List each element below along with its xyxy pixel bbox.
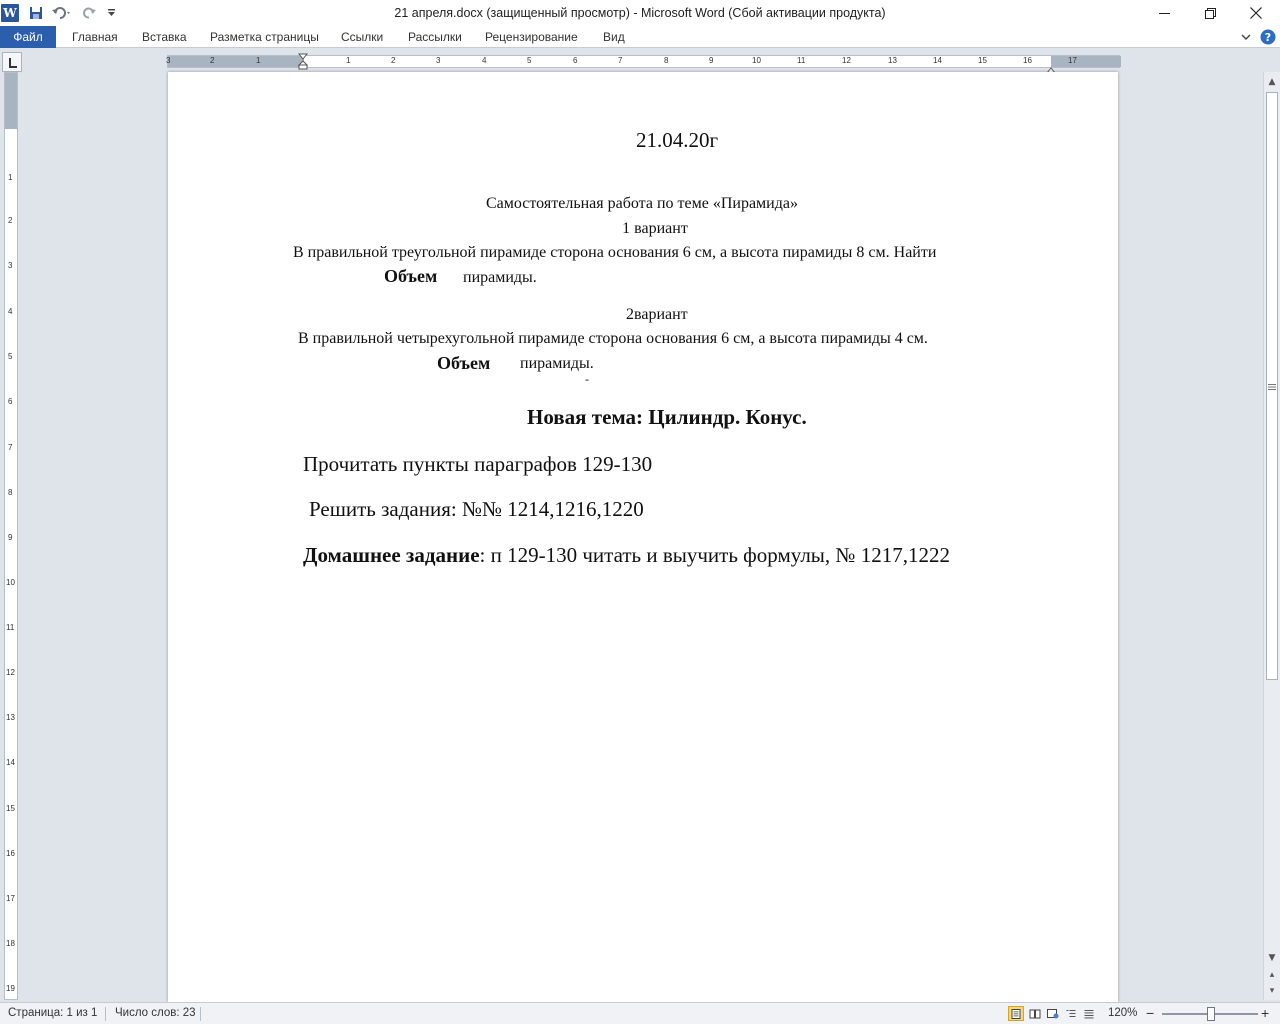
ruler-tick: 14 — [6, 758, 15, 767]
doc-solve-task: Решить задания: №№ 1214,1216,1220 — [309, 497, 644, 521]
scroll-down-arrow-icon[interactable]: ▼ — [1268, 953, 1276, 963]
ruler-tick: 13 — [888, 56, 897, 65]
ruler-tick: 11 — [6, 623, 15, 632]
ruler-tick: 7 — [618, 56, 623, 65]
word-app-icon[interactable]: W — [1, 4, 19, 22]
tab-mailings[interactable]: Рассылки — [408, 30, 462, 44]
scroll-up-arrow-icon[interactable]: ▲ — [1268, 77, 1276, 87]
ruler-tick: 5 — [8, 352, 13, 361]
undo-icon[interactable] — [48, 3, 76, 23]
ruler-tick: 6 — [573, 56, 578, 65]
ruler-tick: 2 — [391, 56, 396, 65]
ruler-tick: 14 — [933, 56, 942, 65]
doc-variant1-label: 1 вариант — [622, 220, 688, 237]
ruler-tick: 9 — [709, 56, 714, 65]
web-layout-icon[interactable] — [1045, 1006, 1061, 1021]
tab-page-layout[interactable]: Разметка страницы — [210, 30, 319, 44]
ruler-tick: 17 — [6, 894, 15, 903]
minimize-button[interactable] — [1141, 0, 1187, 26]
ruler-tick: 2 — [210, 56, 215, 65]
ribbon-tabs — [0, 26, 1280, 48]
doc-variant2-word: Объем — [437, 353, 491, 373]
tab-insert[interactable]: Вставка — [142, 30, 187, 44]
doc-date: 21.04.20г — [635, 128, 719, 152]
ruler-tick: 12 — [6, 668, 15, 677]
ruler-tick: 18 — [6, 939, 15, 948]
zoom-out-button[interactable]: − — [1146, 1005, 1155, 1021]
doc-homework — [303, 543, 950, 568]
status-bar — [0, 1002, 1280, 1024]
title-bar — [0, 0, 1280, 26]
tab-references[interactable]: Ссылки — [341, 30, 384, 44]
doc-variant2-tail: пирамиды. — [520, 355, 594, 372]
scroll-thumb[interactable] — [1266, 92, 1278, 680]
ruler-tick: 17 — [1068, 56, 1077, 65]
tab-review[interactable]: Рецензирование — [485, 30, 578, 44]
ruler-tick: 8 — [664, 56, 669, 65]
ruler-tick: 4 — [482, 56, 487, 65]
ruler-tick: 10 — [752, 56, 761, 65]
help-icon[interactable] — [1259, 29, 1277, 45]
ruler-tick: 2 — [8, 216, 13, 225]
ruler-tick: 7 — [8, 443, 13, 452]
document-page[interactable] — [168, 72, 1118, 1002]
redo-icon[interactable] — [80, 3, 100, 23]
svg-text:?: ? — [1264, 31, 1272, 44]
doc-variant2-label: 2вариант — [626, 306, 688, 323]
doc-variant1-word: Объем — [384, 266, 438, 286]
ruler-tick: 10 — [6, 578, 15, 587]
ruler-tick: 9 — [8, 533, 13, 542]
ruler-tick: 5 — [527, 56, 532, 65]
save-icon[interactable] — [26, 3, 46, 23]
tab-view[interactable]: Вид — [603, 30, 625, 44]
ruler-tick: 1 — [256, 56, 261, 65]
tab-file[interactable]: Файл — [0, 26, 56, 48]
ruler-tick: 8 — [8, 488, 13, 497]
ruler-tick: 3 — [8, 261, 13, 270]
status-separator — [200, 1007, 201, 1021]
ruler-tick: 15 — [978, 56, 987, 65]
indent-markers[interactable] — [298, 53, 308, 71]
ruler-tick: 19 — [6, 984, 15, 993]
doc-variant1-tail: пирамиды. — [463, 269, 537, 286]
ruler-right-margin — [1051, 56, 1121, 67]
ruler-tick: 12 — [842, 56, 851, 65]
tab-home[interactable]: Главная — [72, 30, 118, 44]
ruler-tick: 4 — [8, 307, 13, 316]
previous-page-icon[interactable]: ▴ — [1269, 970, 1275, 980]
doc-variant2-text: В правильной четырехугольной пирамиде сторона основания 6 см, а высота пирамиды 4 см. — [298, 330, 928, 347]
doc-dash: - — [585, 372, 589, 386]
ruler-left-margin — [168, 56, 304, 67]
ruler-tick: 16 — [6, 849, 15, 858]
ruler-tick: 3 — [166, 56, 171, 65]
outline-view-icon[interactable] — [1063, 1006, 1079, 1021]
print-layout-view-icon[interactable] — [1008, 1006, 1024, 1021]
draft-view-icon[interactable] — [1081, 1006, 1097, 1021]
zoom-level[interactable]: 120% — [1108, 1007, 1138, 1019]
doc-variant1-text: В правильной треугольной пирамиде сторона основания 6 см, а высота пирамиды 8 см. Найти — [293, 244, 937, 261]
restore-button[interactable] — [1187, 0, 1233, 26]
zoom-in-button[interactable]: + — [1261, 1005, 1270, 1021]
full-screen-reading-icon[interactable] — [1027, 1006, 1043, 1021]
vertical-ruler[interactable] — [4, 72, 18, 1000]
ruler-tick: 16 — [1023, 56, 1032, 65]
right-indent-marker[interactable] — [1046, 60, 1056, 70]
doc-homework-label: Домашнее задание — [303, 543, 480, 567]
ruler-top-margin — [5, 73, 17, 129]
ruler-tick: 1 — [8, 173, 13, 182]
collapse-ribbon-icon[interactable] — [1239, 29, 1253, 45]
word-count[interactable]: Число слов: 23 — [115, 1007, 196, 1019]
tab-stop-selector[interactable] — [2, 52, 22, 72]
zoom-slider-thumb[interactable] — [1207, 1007, 1215, 1021]
page-counter[interactable]: Страница: 1 из 1 — [8, 1007, 98, 1019]
horizontal-ruler[interactable] — [167, 55, 1120, 68]
doc-new-topic: Новая тема: Цилиндр. Конус. — [527, 405, 807, 429]
ruler-tick: 13 — [6, 713, 15, 722]
next-page-icon[interactable]: ▾ — [1269, 986, 1275, 996]
customize-quick-access-icon[interactable] — [104, 3, 118, 23]
ruler-tick: 1 — [346, 56, 351, 65]
ruler-tick: 6 — [8, 397, 13, 406]
doc-work-title: Самостоятельная работа по теме «Пирамида» — [486, 195, 798, 212]
status-separator — [105, 1007, 106, 1021]
vertical-scrollbar[interactable] — [1263, 72, 1280, 1000]
ruler-tick: 3 — [436, 56, 441, 65]
doc-homework-text: : п 129-130 читать и выучить формулы, № 1217,1222 — [479, 543, 950, 567]
window-title: 21 апреля.docx (защищенный просмотр) - Microsoft Word (Сбой активации продукта) — [394, 6, 886, 20]
doc-read-task: Прочитать пункты параграфов 129-130 — [303, 452, 653, 476]
ruler-tick: 11 — [797, 56, 806, 65]
ruler-tick: 15 — [6, 804, 15, 813]
close-button[interactable] — [1233, 0, 1279, 26]
